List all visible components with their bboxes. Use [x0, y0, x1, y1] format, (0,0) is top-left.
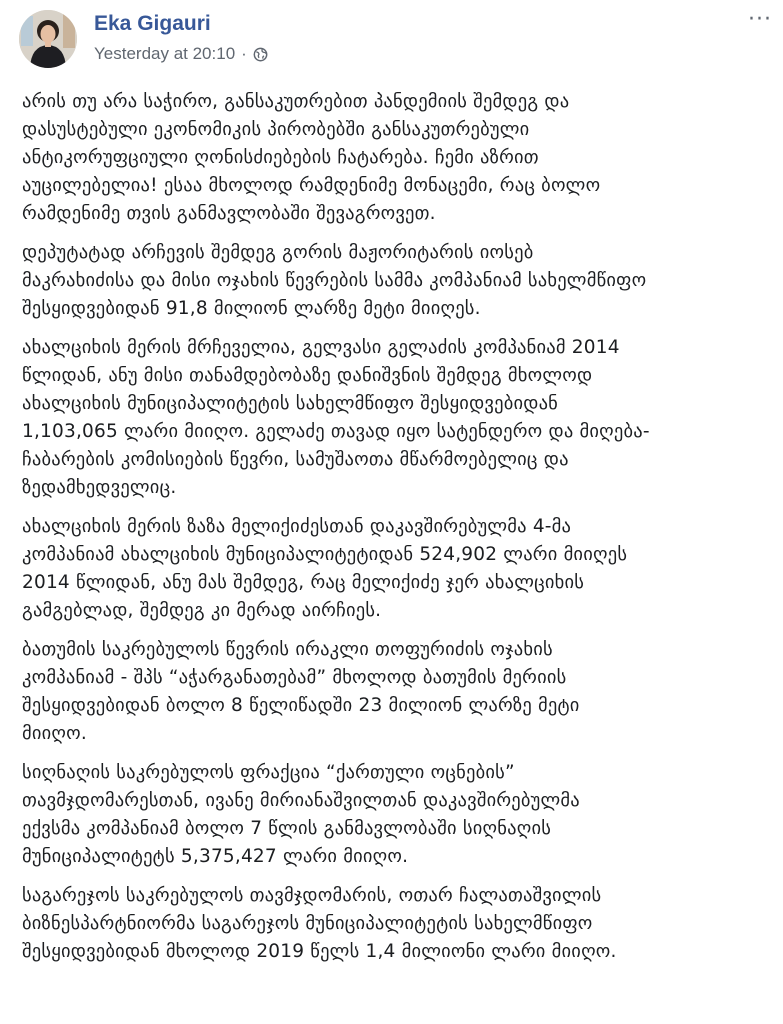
post-meta: [94, 44, 268, 64]
avatar-photo: [19, 10, 77, 68]
avatar[interactable]: [19, 10, 77, 68]
meta-separator: ·: [241, 44, 247, 63]
post-paragraph: ახალციხის მერის ზაზა მელიქიძესთან დაკავშირებულმა 4-მა კომპანიამ ახალციხის მუნიციპალიტეტიდან 524,902 ლარი მიიღეს 2014 წლიდან, ანუ მას შემდეგ, რაც მელიქიძე ჯერ ახალციხის გამგებლად, შემდეგ კი მერად აირჩიეს.: [22, 516, 628, 621]
author-name[interactable]: Eka Gigauri: [94, 12, 211, 35]
post-body: [22, 88, 774, 977]
post-paragraph: დეპუტატად არჩევის შემდეგ გორის მაჟორიტარის იოსებ მაკრახიძისა და მისი ოჯახის წევრების სამმა კომპანიამ სახელმწიფო შესყიდვებიდან 91,8 მილიონ ლარზე მეტი მიიღეს.: [22, 242, 647, 319]
ellipsis-icon[interactable]: ···: [748, 7, 772, 32]
post-timestamp[interactable]: Yesterday at 20:10: [94, 44, 236, 63]
post-paragraph: არის თუ არა საჭირო, განსაკუთრებით პანდემიის შემდეგ და დასუსტებული ეკონომიკის პირობებში განსაკუთრებული ანტიკორუფციული ღონისძიებების ჩატარება. ჩემი აზრით აუცილებელია! ესაა მხოლოდ რამდენიმე მონაცემი, რაც ბოლო რამდენიმე თვის განმავლობაში შევაგროვეთ.: [22, 91, 601, 224]
globe-icon[interactable]: [253, 47, 268, 62]
post-paragraph: საგარეჯოს საკრებულოს თავმჯდომარის, ოთარ ჩალათაშვილის ბიზნესპარტნიორმა საგარეჯოს მუნიციპალიტეტის სახელმწიფო შესყიდვებიდან მხოლოდ 2019 წელს 1,4 მილიონი ლარი მიიღო.: [22, 885, 617, 962]
post-paragraph: სიღნაღის საკრებულოს ფრაქცია “ქართული ოცნების” თავმჯდომარესთან, ივანე მირიანაშვილთან დაკავშირებულმა ექვსმა კომპანიამ ბოლო 7 წლის განმავლობაში სიღნაღის მუნიციპალიტეტს 5,375,427 ლარი მიიღო.: [22, 762, 580, 867]
post-paragraph: ბათუმის საკრებულოს წევრის ირაკლი თოფურიძის ოჯახის კომპანიამ - შპს “აჭარგანათებამ” მხოლოდ ბათუმის მერიის შესყიდვებიდან ბოლო 8 წელიწადში 23 მილიონ ლარზე მეტი მიიღო.: [22, 639, 580, 744]
post-paragraph: ახალციხის მერის მრჩეველია, გელვასი გელაძის კომპანიამ 2014 წლიდან, ანუ მისი თანამდებობაზე დანიშვნის შემდეგ მხოლოდ ახალციხის მუნიციპალიტეტის სახელმწიფო შესყიდვებიდან 1,103,065 ლარი მიიღო. გელაძე თავად იყო სატენდერო და მიღება- ჩაბარების კომისიების წევრი, სამუშაოთა მწარმოებელიც და ზედამხედველიც.: [22, 337, 650, 498]
post-header: [0, 0, 783, 80]
